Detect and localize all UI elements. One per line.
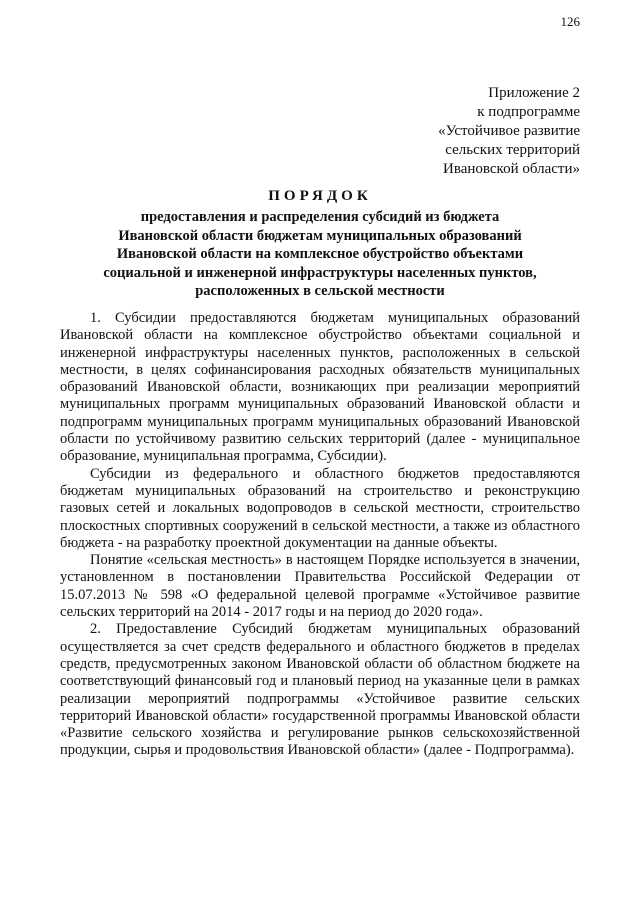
paragraph-4: 2. Предоставление Субсидий бюджетам муниципальных образований осуществляется за счет средств федерального и областного бюджетов в пределах средств, предусмотренных законом Ивановской области об областном бюджете на соответствующий финансовый год и плановый период на указанные цели в рамках реализации мероприятий подпрограммы «Устойчивое развитие сельских территорий Ивановской области» государственной программы Ивановской области «Развитие сельского хозяйства и регулирование рынков сельскохозяйственной продукции, сырья и продовольствия Ивановской области» (далее - Подпрограмма). bbox=[60, 621, 580, 759]
subtitle-line: предоставления и распределения субсидий из бюджета bbox=[140, 209, 500, 225]
page-number: 126 bbox=[560, 14, 580, 29]
document-body bbox=[60, 310, 580, 760]
subtitle-line: Ивановской области бюджетам муниципальных образований bbox=[118, 227, 522, 244]
document-subtitle bbox=[60, 208, 580, 301]
paragraph-1: 1. Субсидии предоставляются бюджетам муниципальных образований Ивановской области на комплексное обустройство объектами социальной и инженерной инфраструктуры населенных пунктов, расположенных в сельской местности, в целях софинансирования расходных обязательств муниципальных образований Ивановской области, возникающих при реализации мероприятий муниципальных программ муниципальных образований Ивановской области и подпрограмм муниципальных программ муниципальных образований Ивановской области по устойчивому развитию сельских территорий (далее - муниципальное образование, муниципальная программа, Субсидии). bbox=[60, 310, 580, 465]
subtitle-line: социальной и инженерной инфраструктуры населенных пунктов, bbox=[103, 264, 537, 281]
appendix-line: Приложение 2 bbox=[488, 85, 580, 101]
subtitle-line: расположенных в сельской местности bbox=[195, 283, 445, 299]
paragraph-2: Субсидии из федерального и областного бюджетов предоставляются бюджетам муниципальных образований на строительство и реконструкцию газовых сетей и локальных водопроводов в сельской местности, строительство плоскостных спортивных сооружений в сельской местности, а также из областного бюджета - на разработку проектной документации на данные объекты. bbox=[60, 465, 580, 551]
appendix-line: «Устойчивое развитие bbox=[438, 123, 580, 139]
subtitle-line: Ивановской области на комплексное обустройство объектами bbox=[116, 246, 524, 262]
appendix-reference bbox=[438, 84, 580, 179]
document-title: ПОРЯДОК bbox=[268, 188, 372, 204]
paragraph-3: Понятие «сельская местность» в настоящем Порядке используется в значении, установленном в постановлении Правительства Российской Федерации от 15.07.2013 № 598 «О федеральной целевой программе «Устойчивое развитие сельских территорий на 2014 - 2017 годы и на период до 2020 года». bbox=[60, 552, 580, 621]
appendix-line: Ивановской области» bbox=[443, 161, 580, 177]
appendix-line: к подпрограмме bbox=[477, 104, 580, 120]
appendix-line: сельских территорий bbox=[445, 142, 580, 158]
